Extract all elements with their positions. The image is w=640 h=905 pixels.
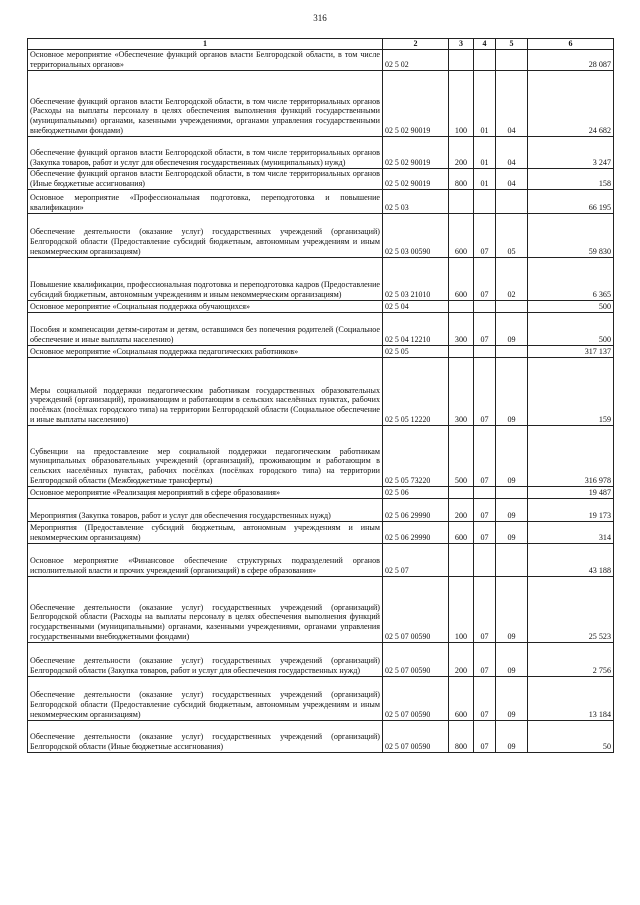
row-code: 02 5 07 00590 xyxy=(383,643,449,677)
row-rz: 07 xyxy=(474,577,496,643)
row-pr: 04 xyxy=(496,137,528,169)
row-vr xyxy=(449,190,474,214)
row-vr: 300 xyxy=(449,358,474,426)
table-row xyxy=(28,577,614,643)
row-amount: 500 xyxy=(528,301,614,313)
row-pr xyxy=(496,346,528,358)
row-pr: 09 xyxy=(496,721,528,753)
row-rz: 07 xyxy=(474,426,496,487)
row-pr xyxy=(496,544,528,577)
row-amount: 158 xyxy=(528,169,614,190)
table-row xyxy=(28,487,614,499)
row-pr: 04 xyxy=(496,169,528,190)
row-vr: 600 xyxy=(449,677,474,721)
row-pr xyxy=(496,190,528,214)
row-code: 02 5 03 00590 xyxy=(383,214,449,258)
table-row xyxy=(28,346,614,358)
row-code: 02 5 03 xyxy=(383,190,449,214)
table-row xyxy=(28,677,614,721)
row-name: Мероприятия (Предоставление субсидий бюджетным, автономным учреждениям и иным некоммерческим организациям) xyxy=(28,522,383,544)
row-amount: 25 523 xyxy=(528,577,614,643)
row-rz: 07 xyxy=(474,258,496,301)
row-pr: 09 xyxy=(496,426,528,487)
row-amount: 59 830 xyxy=(528,214,614,258)
row-code: 02 5 05 xyxy=(383,346,449,358)
row-amount: 316 978 xyxy=(528,426,614,487)
row-name: Пособия и компенсации детям-сиротам и детям, оставшимся без попечения родителей (Социальное обеспечение и иные выплаты населению) xyxy=(28,313,383,346)
row-pr: 04 xyxy=(496,71,528,137)
row-vr xyxy=(449,487,474,499)
row-rz: 01 xyxy=(474,137,496,169)
row-code: 02 5 07 00590 xyxy=(383,721,449,753)
row-name: Меры социальной поддержки педагогическим работникам государственных образовательных учреждений (организаций), проживающим и работающим в сельских населённых пунктах, рабочих посёлках (посёлках городского типа) на территории Белгородской области (Социальное обеспечение и иные выплаты населению) xyxy=(28,358,383,426)
row-rz xyxy=(474,544,496,577)
col-header: 1 xyxy=(28,39,383,50)
row-pr: 09 xyxy=(496,499,528,522)
table-row xyxy=(28,258,614,301)
row-amount: 3 247 xyxy=(528,137,614,169)
row-amount: 314 xyxy=(528,522,614,544)
row-vr: 100 xyxy=(449,71,474,137)
row-amount: 28 087 xyxy=(528,50,614,71)
table-row xyxy=(28,313,614,346)
row-rz: 07 xyxy=(474,313,496,346)
row-code: 02 5 06 29990 xyxy=(383,499,449,522)
table-row xyxy=(28,301,614,313)
row-pr: 09 xyxy=(496,358,528,426)
row-amount: 159 xyxy=(528,358,614,426)
row-rz: 07 xyxy=(474,499,496,522)
row-name: Обеспечение функций органов власти Белгородской области, в том числе территориальных органов (Расходы на выплаты персоналу в целях обеспечения выполнения функций государственными (муниципальными) органами, казенными учреждениями, органами управления государственными внебюджетными фондами) xyxy=(28,71,383,137)
table-row xyxy=(28,544,614,577)
row-vr: 100 xyxy=(449,577,474,643)
row-rz: 01 xyxy=(474,71,496,137)
row-code: 02 5 02 90019 xyxy=(383,71,449,137)
row-rz xyxy=(474,301,496,313)
row-vr: 600 xyxy=(449,214,474,258)
col-header: 3 xyxy=(449,39,474,50)
row-pr: 09 xyxy=(496,313,528,346)
table-row xyxy=(28,499,614,522)
row-code: 02 5 04 xyxy=(383,301,449,313)
row-pr: 02 xyxy=(496,258,528,301)
row-vr xyxy=(449,301,474,313)
row-vr xyxy=(449,544,474,577)
row-vr xyxy=(449,346,474,358)
row-rz xyxy=(474,50,496,71)
table-row xyxy=(28,214,614,258)
table-row xyxy=(28,137,614,169)
row-name: Обеспечение деятельности (оказание услуг) государственных учреждений (организаций) Белгородской области (Расходы на выплаты персоналу в целях обеспечения выполнения функций государственными (муниципальными) органами, казенными учреждениями, органами управления государственными внебюджетными фондами) xyxy=(28,577,383,643)
row-rz: 07 xyxy=(474,214,496,258)
table-row xyxy=(28,522,614,544)
row-vr: 300 xyxy=(449,313,474,346)
row-rz: 07 xyxy=(474,643,496,677)
row-code: 02 5 04 12210 xyxy=(383,313,449,346)
row-name: Обеспечение функций органов власти Белгородской области, в том числе территориальных органов (Закупка товаров, работ и услуг для обеспечения государственных (муниципальных) нужд) xyxy=(28,137,383,169)
row-amount: 500 xyxy=(528,313,614,346)
col-header: 4 xyxy=(474,39,496,50)
row-code: 02 5 02 xyxy=(383,50,449,71)
table-row xyxy=(28,190,614,214)
col-header: 6 xyxy=(528,39,614,50)
table-row xyxy=(28,50,614,71)
row-rz xyxy=(474,487,496,499)
row-code: 02 5 07 00590 xyxy=(383,577,449,643)
row-name: Основное мероприятие «Социальная поддержка обучающихся» xyxy=(28,301,383,313)
row-name: Обеспечение деятельности (оказание услуг) государственных учреждений (организаций) Белгородской области (Предоставление субсидий бюджетным, автономным учреждениям и иным некоммерческим организациям) xyxy=(28,214,383,258)
row-amount: 2 756 xyxy=(528,643,614,677)
row-name: Обеспечение деятельности (оказание услуг) государственных учреждений (организаций) Белгородской области (Предоставление субсидий бюджетным, автономным учреждениям и иным некоммерческим организациям) xyxy=(28,677,383,721)
row-amount: 19 173 xyxy=(528,499,614,522)
row-name: Обеспечение деятельности (оказание услуг) государственных учреждений (организаций) Белгородской области (Иные бюджетные ассигнования) xyxy=(28,721,383,753)
row-rz: 01 xyxy=(474,169,496,190)
row-pr xyxy=(496,487,528,499)
col-header: 5 xyxy=(496,39,528,50)
header-row xyxy=(28,39,614,50)
row-code: 02 5 02 90019 xyxy=(383,169,449,190)
row-amount: 43 188 xyxy=(528,544,614,577)
row-rz xyxy=(474,346,496,358)
row-code: 02 5 02 90019 xyxy=(383,137,449,169)
row-rz xyxy=(474,190,496,214)
table-row xyxy=(28,643,614,677)
row-rz: 07 xyxy=(474,677,496,721)
row-vr: 200 xyxy=(449,137,474,169)
row-name: Субвенции на предоставление мер социальной поддержки педагогическим работникам муниципальных образовательных учреждений (организаций), проживающим и работающим в сельских населённых пунктах, рабочих посёлках (посёлках городского типа) на территории Белгородской области (Межбюджетные трансферты) xyxy=(28,426,383,487)
row-name: Основное мероприятие «Социальная поддержка педагогических работников» xyxy=(28,346,383,358)
row-vr: 500 xyxy=(449,426,474,487)
table-row xyxy=(28,358,614,426)
row-rz: 07 xyxy=(474,358,496,426)
table-row xyxy=(28,721,614,753)
row-name: Обеспечение функций органов власти Белгородской области, в том числе территориальных органов (Иные бюджетные ассигнования) xyxy=(28,169,383,190)
row-amount: 66 195 xyxy=(528,190,614,214)
table-row xyxy=(28,426,614,487)
row-vr xyxy=(449,50,474,71)
budget-table xyxy=(27,38,614,753)
row-amount: 13 184 xyxy=(528,677,614,721)
row-rz: 07 xyxy=(474,522,496,544)
row-rz: 07 xyxy=(474,721,496,753)
row-code: 02 5 03 21010 xyxy=(383,258,449,301)
row-pr xyxy=(496,50,528,71)
row-code: 02 5 06 29990 xyxy=(383,522,449,544)
row-amount: 317 137 xyxy=(528,346,614,358)
row-name: Основное мероприятие «Финансовое обеспечение структурных подразделений органов исполнительной власти и прочих учреждений (организаций) в сфере образования» xyxy=(28,544,383,577)
row-code: 02 5 07 xyxy=(383,544,449,577)
table-row xyxy=(28,71,614,137)
row-name: Повышение квалификации, профессиональная подготовка и переподготовка кадров (Предоставление субсидий бюджетным, автономным учреждениям и иным некоммерческим организациям) xyxy=(28,258,383,301)
row-name: Мероприятия (Закупка товаров, работ и услуг для обеспечения государственных нужд) xyxy=(28,499,383,522)
page-number: 316 xyxy=(313,13,327,23)
row-vr: 200 xyxy=(449,643,474,677)
row-pr: 05 xyxy=(496,214,528,258)
row-amount: 50 xyxy=(528,721,614,753)
row-vr: 600 xyxy=(449,258,474,301)
row-vr: 200 xyxy=(449,499,474,522)
row-amount: 6 365 xyxy=(528,258,614,301)
row-pr: 09 xyxy=(496,677,528,721)
row-name: Основное мероприятие «Профессиональная подготовка, переподготовка и повышение квалификации» xyxy=(28,190,383,214)
row-vr: 800 xyxy=(449,721,474,753)
row-name: Основное мероприятие «Реализация мероприятий в сфере образования» xyxy=(28,487,383,499)
row-name: Обеспечение деятельности (оказание услуг) государственных учреждений (организаций) Белгородской области (Закупка товаров, работ и услуг для обеспечения государственных нужд) xyxy=(28,643,383,677)
row-code: 02 5 07 00590 xyxy=(383,677,449,721)
row-amount: 24 682 xyxy=(528,71,614,137)
row-pr: 09 xyxy=(496,522,528,544)
row-code: 02 5 06 xyxy=(383,487,449,499)
row-pr: 09 xyxy=(496,643,528,677)
row-amount: 19 487 xyxy=(528,487,614,499)
row-vr: 600 xyxy=(449,522,474,544)
row-code: 02 5 05 73220 xyxy=(383,426,449,487)
row-pr xyxy=(496,301,528,313)
row-code: 02 5 05 12220 xyxy=(383,358,449,426)
row-vr: 800 xyxy=(449,169,474,190)
row-pr: 09 xyxy=(496,577,528,643)
table-row xyxy=(28,169,614,190)
col-header: 2 xyxy=(383,39,449,50)
row-name: Основное мероприятие «Обеспечение функций органов власти Белгородской области, в том числе территориальных органов» xyxy=(28,50,383,71)
